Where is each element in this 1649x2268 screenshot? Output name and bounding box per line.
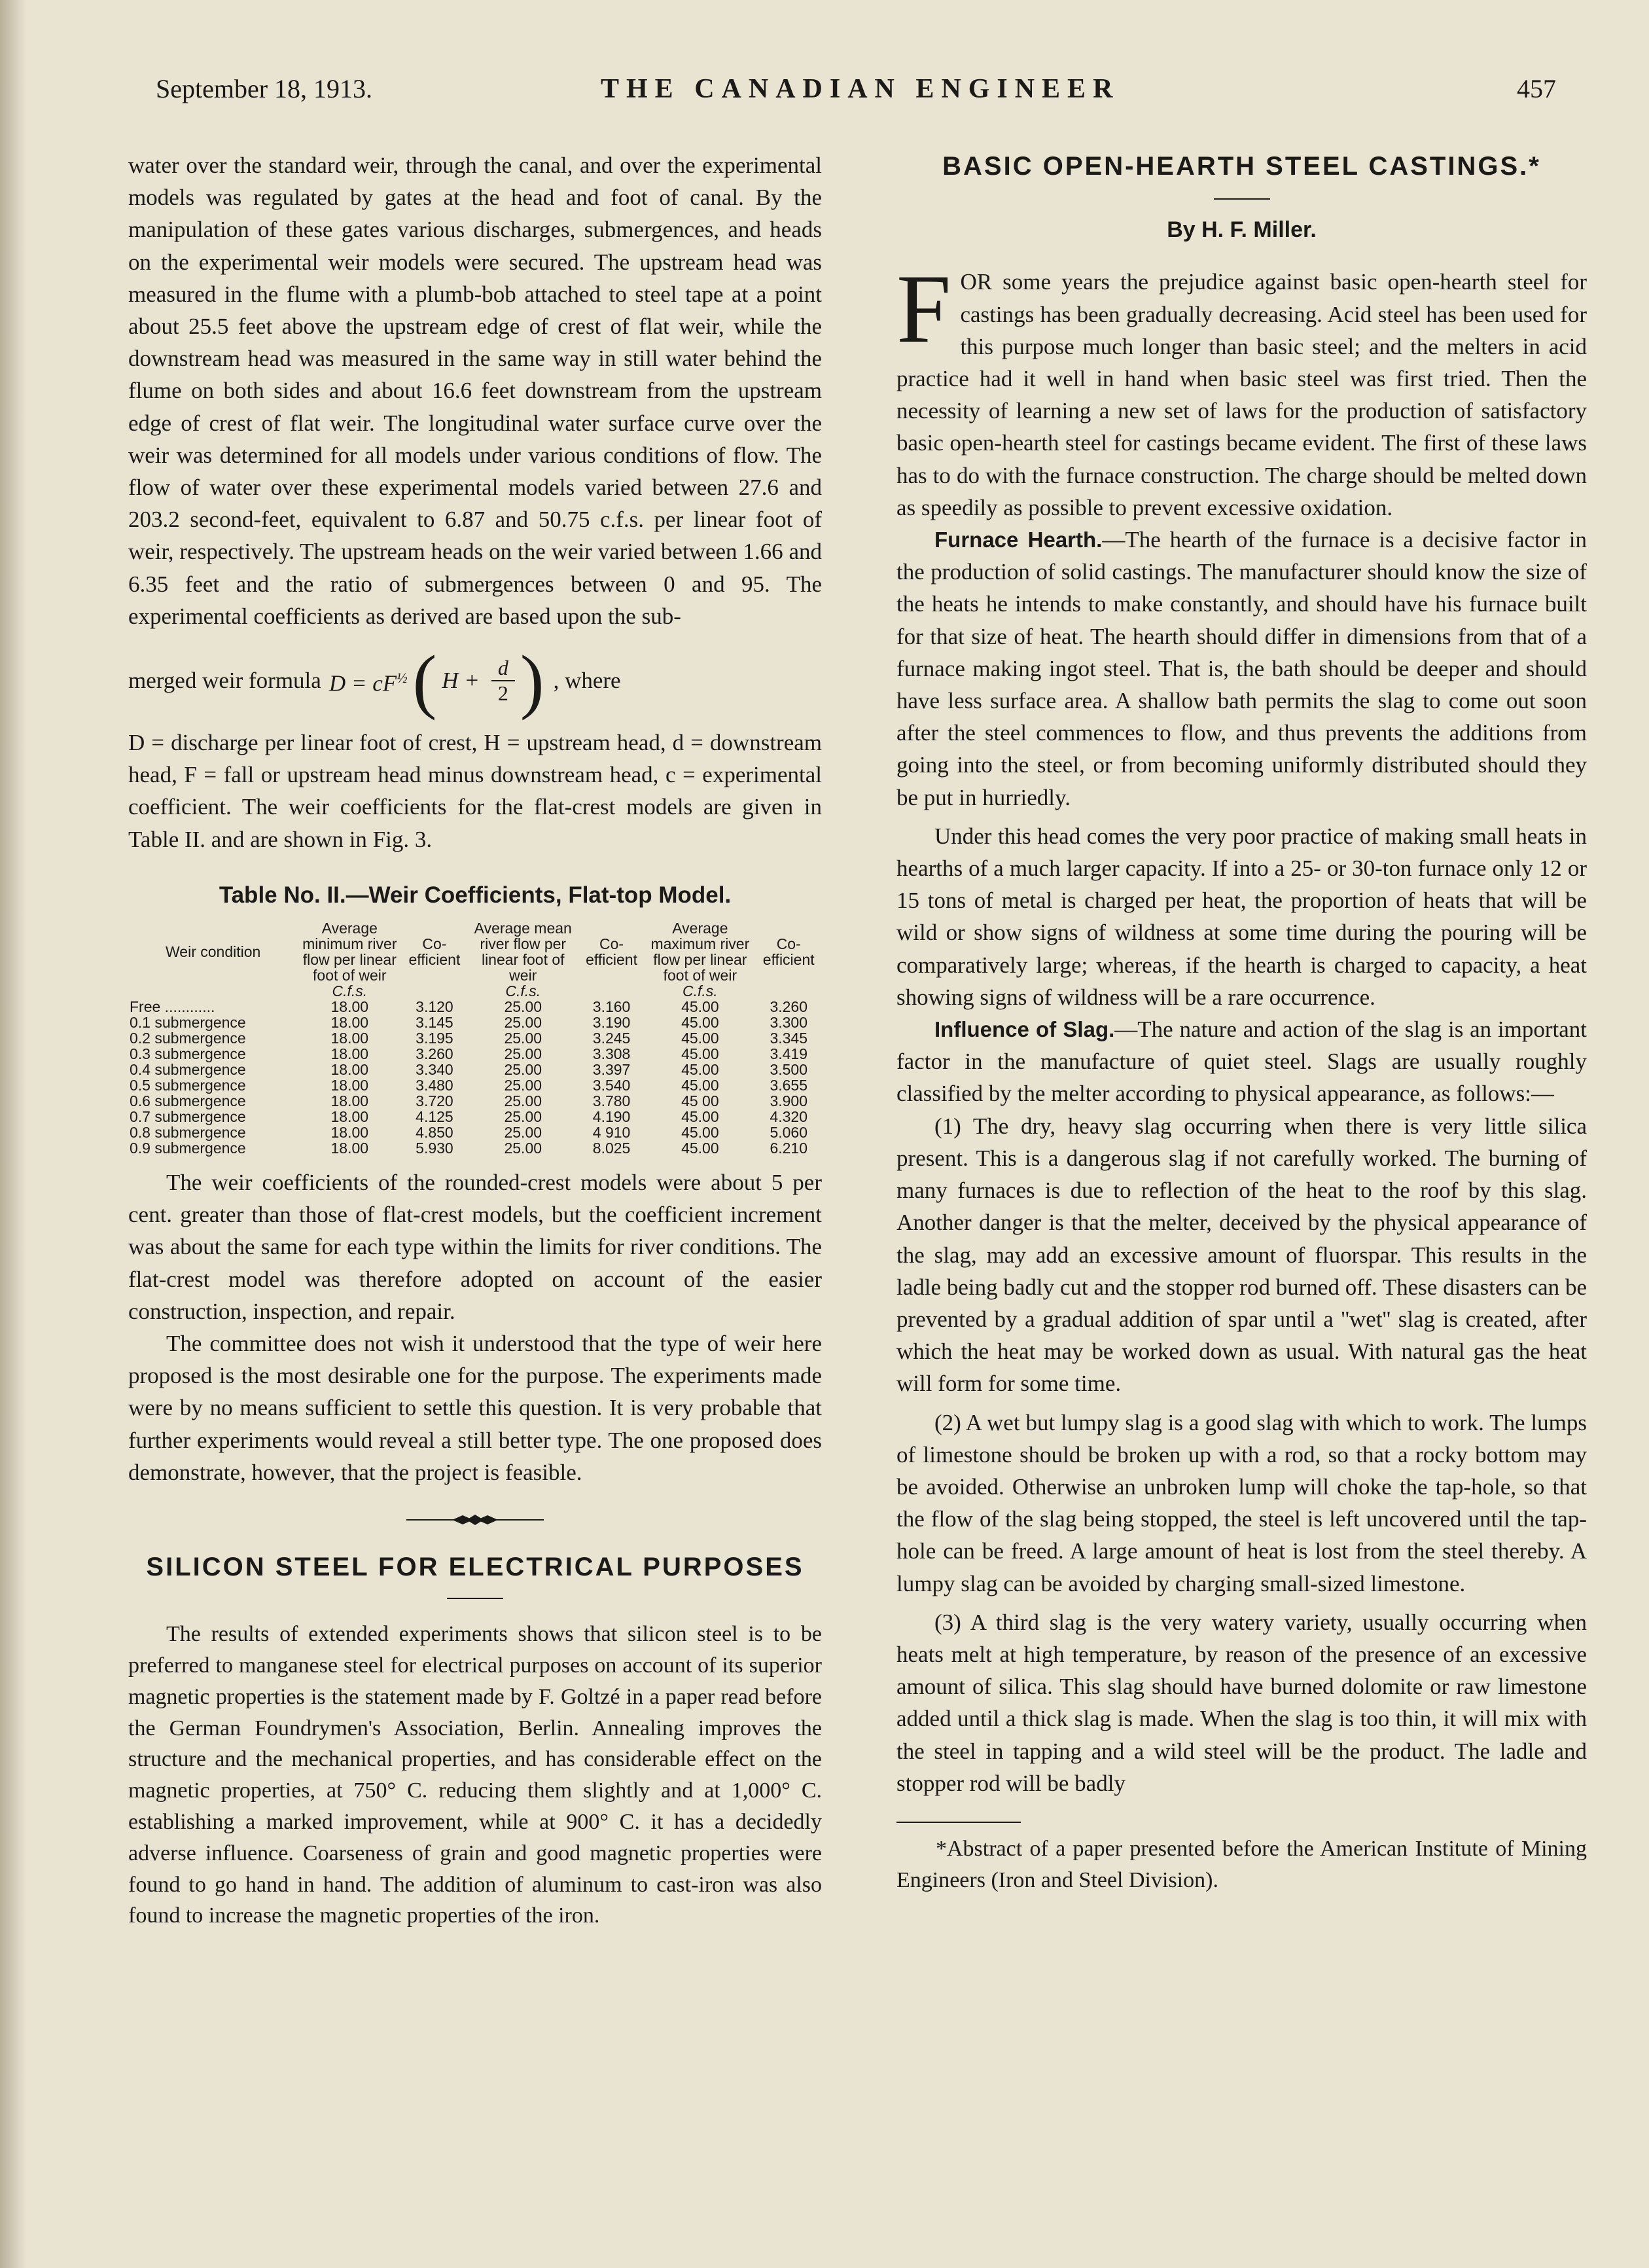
table-header-row: [128, 920, 822, 983]
table-header-cell: Average maximum river flow per linear foot of weir: [650, 920, 750, 984]
table-cell: 18.00: [330, 1061, 369, 1079]
table-cell: 3.260: [770, 998, 807, 1016]
weir-intro-paragraph: water over the standard weir, through the canal, and over the experimental models was regulated by gates at the head and foot of canal. By the manipulation of these gates various discharges, submergences, and heads on the experimental weir models were secured. The upstream head was measured in the flume with a plumb-bob attached to steel tape at a point about 25.5 feet above the upstream edge of crest of flat weir, while the downstream head was measured in the same way in still water behind the flume on both sides and about 16.6 feet downstream from the upstream edge of crest of flat weir. The longitudinal water surface curve over the weir was determined for all models under various conditions of flow. The flow of water over these experimental models varied between 27.6 and 203.2 second-feet, equivalent to 6.87 and 50.75 c.f.s. per linear foot of weir, respectively. The upstream heads on the weir varied between 1.66 and 6.35 feet and the ratio of submergences between 0 and 95. The experimental coefficients as derived are based upon the sub-: [128, 153, 822, 629]
table-cell: 4 910: [592, 1124, 631, 1142]
footnote-rule: [896, 1822, 1021, 1823]
steel-intro-paragraph: [896, 255, 1587, 524]
steel-title-rule: [1214, 198, 1270, 200]
table-cell: 45.00: [681, 1077, 719, 1094]
table-cell: 18.00: [330, 1092, 369, 1110]
table-row: [128, 1046, 822, 1062]
table-units-row: [128, 983, 822, 999]
table-cell: 45.00: [681, 1061, 719, 1079]
furnace-hearth-text: —The hearth of the furnace is a decisive factor in the production of solid castings. The manufacturer should know the size of the heats he intends to make constantly, and should have his furnace built for that size of heat. The hearth should differ in dimensions from that of a furnace making ingot steel. That is, the bath should be deeper and should have less surface area. A shallow bath permits the slag to come out soon after the steel commences to flow, and thus prevents the additions from going into the steel, or from becoming uniformly distributed should they be put in hurriedly.: [896, 527, 1587, 810]
table-cell: C.f.s.: [683, 982, 718, 1000]
table-cell: 3.308: [592, 1045, 631, 1063]
table-row: [128, 1077, 822, 1093]
table-header-cell: Weir condition: [166, 943, 261, 961]
table-cell: 3.500: [770, 1061, 807, 1079]
table-cell: 0.2 submergence: [130, 1030, 246, 1047]
silicon-section-title: SILICON STEEL FOR ELECTRICAL PURPOSES: [146, 1553, 804, 1582]
table-cell: [401, 983, 467, 999]
section-ornament: [128, 1513, 822, 1526]
table-cell: 18.00: [330, 1077, 369, 1094]
table-cell: 25.00: [504, 1045, 542, 1063]
table-cell: 25.00: [504, 1077, 542, 1094]
table-cell: 45.00: [681, 1045, 719, 1063]
table-cell: 3.145: [416, 1014, 453, 1032]
table-cell: 3.655: [770, 1077, 807, 1094]
table-cell: 3.160: [592, 998, 631, 1016]
table-cell: 45 00: [681, 1092, 719, 1110]
table-cell: 6.210: [770, 1140, 807, 1157]
table-cell: 3.260: [416, 1045, 453, 1063]
table-cell: 3.245: [592, 1030, 631, 1047]
table-header-cell: Co-efficient: [586, 935, 637, 969]
table-cell: 0.9 submergence: [130, 1140, 246, 1157]
steel-castings-title: BASIC OPEN-HEARTH STEEL CASTINGS.*: [942, 152, 1541, 181]
furnace-hearth-heading: Furnace Hearth.: [934, 528, 1103, 552]
left-column: [128, 149, 822, 1932]
table-cell: 18.00: [330, 1108, 369, 1126]
formula-bracket-content: [442, 656, 515, 706]
table-cell: 5.060: [770, 1124, 807, 1142]
table-cell: 25.00: [504, 998, 542, 1016]
table-row: [128, 1030, 822, 1046]
silicon-section-body: The results of extended experiments shows that silicon steel is to be preferred to manganese steel for electrical purposes on account of its superior magnetic properties is the statement made by F. Goltzé in a paper read before the German Foundrymen's Association, Berlin. Annealing improves the structure and the mechanical properties, and has considerable effect on the magnetic properties, at 750° C. reducing them slightly and at 1,000° C. establishing a marked improvement, while at 900° C. it has a decidedly adverse influence. Coarseness of grain and good magnetic properties were found to go hand in hand. The addition of aluminum to cast-iron was also found to increase the magnetic properties of the iron.: [128, 1622, 822, 1928]
drop-cap: F: [896, 255, 951, 364]
table-cell: 0.7 submergence: [130, 1108, 246, 1126]
table-cell: 3.340: [416, 1061, 453, 1079]
silicon-title-rule: [447, 1598, 503, 1599]
table-cell: 4.850: [416, 1124, 453, 1142]
formula-fraction: [491, 656, 515, 706]
table-cell: 18.00: [330, 1030, 369, 1047]
table-cell: 25.00: [504, 1140, 542, 1157]
table-row: [128, 1140, 822, 1156]
weir-formula: [128, 635, 822, 727]
weir-coefficients-table: [128, 920, 822, 1156]
slag-item-2: (2) A wet but lumpy slag is a good slag with which to work. The lumps of limestone should be broken up with a rod, so that a rocky bottom may be avoided. Otherwise an unbroken lump will choke the tap-hole, so that the flow of the slag being stopped, the steel is left uncovered until the tap-hole can be freed. A large amount of heat is lost from the steel thereby. A lumpy slag can be avoided by charging small-sized limestone.: [896, 1409, 1587, 1596]
table-cell: 25.00: [504, 1061, 542, 1079]
formula-lhs: $D = cF^{\frac{1}{2}}$: [328, 670, 408, 696]
slag-item-3: (3) A third slag is the very watery variety, usually occurring when heats melt at high temperature, by reason of the presence of an excessive amount of silica. This slag should have burned dolomite or raw limestone added until a thick slag is made. When the slag is too thin, it will mix with the steel in tapping and a wild steel will be the product. The ladle and stopper rod will be badly: [896, 1609, 1587, 1796]
table-cell: C.f.s.: [505, 982, 541, 1000]
table-cell: 25.00: [504, 1108, 542, 1126]
table-cell: [128, 983, 298, 999]
formula-exponent: ½: [397, 670, 408, 687]
slag-text: —The nature and action of the slag is an important factor in the manufacture of quiet steel. Slags are usually roughly classified by the melter according to physical appearance, as follows:—: [896, 1017, 1587, 1107]
table-cell: 45.00: [681, 1108, 719, 1126]
table-cell: 3.300: [770, 1014, 807, 1032]
formula-close-paren: ): [520, 641, 544, 721]
table-cell: 3.419: [770, 1045, 807, 1063]
table-header-cell: Co-efficient: [408, 935, 461, 969]
table-cell: 4.320: [770, 1108, 807, 1126]
definitions-paragraph: D = discharge per linear foot of crest, H = upstream head, d = downstream head, F = fall or upstream head minus downstream head, c = experimental coefficient. The weir coefficients for the flat-crest models are given in Table II. and are shown in Fig. 3.: [128, 730, 822, 852]
table-cell: 0.8 submergence: [130, 1124, 246, 1142]
table-cell: 45.00: [681, 998, 719, 1016]
formula-inner: H +: [442, 668, 480, 694]
table-cell: C.f.s.: [332, 982, 368, 1000]
poor-practice-paragraph: Under this head comes the very poor practice of making small heats in hearths of a much larger capacity. If into a 25- or 30-ton furnace only 12 or 15 tons of metal is charged per heat, the proportion of heats that will be wild or show signs of wildness at some time during the pouring will be comparatively large; whereas, if the hearth is charged to capacity, a heat showing signs of wildness will be a rare occurrence.: [896, 823, 1587, 1010]
slag-heading: Influence of Slag.: [934, 1017, 1115, 1042]
slag-paragraph: [896, 1013, 1587, 1110]
formula-lead: merged weir formula: [128, 668, 321, 694]
table-cell: 18.00: [330, 1140, 369, 1157]
table-cell: 0.3 submergence: [130, 1045, 246, 1063]
table-cell: 3.345: [770, 1030, 807, 1047]
page-gutter-shadow: [0, 0, 26, 2268]
author-byline: By H. F. Miller.: [1167, 217, 1317, 243]
table-row: [128, 1093, 822, 1109]
table-row: [128, 1062, 822, 1077]
table-cell: Free ............: [130, 998, 215, 1016]
table-header-cell: Average minimum river flow per linear foot of weir: [302, 920, 397, 984]
table-title: Table No. II.—Weir Coefficients, Flat-top Model.: [219, 882, 732, 908]
table-cell: 45.00: [681, 1124, 719, 1142]
table-cell: 5.930: [416, 1140, 453, 1157]
table-row: [128, 1125, 822, 1140]
table-cell: 25.00: [504, 1030, 542, 1047]
table-row: [128, 1109, 822, 1125]
table-cell: [755, 983, 822, 999]
table-cell: 18.00: [330, 1045, 369, 1063]
right-column: [896, 149, 1587, 1896]
table-cell: 18.00: [330, 1124, 369, 1142]
table-cell: 3.120: [416, 998, 453, 1016]
table-cell: 3.540: [592, 1077, 631, 1094]
table-cell: 3.397: [592, 1061, 631, 1079]
committee-paragraph: The committee does not wish it understood that the type of weir here proposed is the most desirable one for the purpose. The experiments made were by no means sufficient to settle this question. It is very probable that further experiments would reveal a still better type. The one proposed does demonstrate, however, that the project is feasible.: [128, 1331, 822, 1485]
ornament-icon: [406, 1513, 544, 1526]
table-cell: 45.00: [681, 1140, 719, 1157]
header-page-number: 457: [1517, 74, 1556, 103]
table-cell: 0.6 submergence: [130, 1092, 246, 1110]
running-header: [156, 73, 1556, 113]
table-cell: 3.190: [592, 1014, 631, 1032]
formula-tail: , where: [553, 668, 621, 694]
table-cell: 0.5 submergence: [130, 1077, 246, 1094]
table-cell: 25.00: [504, 1014, 542, 1032]
formula-numerator: d: [497, 656, 508, 680]
table-row: [128, 1015, 822, 1030]
table-header-cell: Average mean river flow per linear foot of weir: [474, 920, 572, 984]
table-cell: 45.00: [681, 1030, 719, 1047]
table-header-cell: Co-efficient: [762, 935, 815, 969]
table-cell: 25.00: [504, 1092, 542, 1110]
table-cell: 25.00: [504, 1124, 542, 1142]
header-journal-title: THE CANADIAN ENGINEER: [601, 74, 1120, 104]
table-body: [128, 983, 822, 1156]
table-cell: 0.1 submergence: [130, 1014, 246, 1032]
footnote: *Abstract of a paper presented before the American Institute of Mining Engineers (Iron and Steel Division).: [896, 1836, 1587, 1892]
furnace-hearth-paragraph: [896, 524, 1587, 814]
table-cell: 3.480: [416, 1077, 453, 1094]
table-cell: 4.190: [592, 1108, 631, 1126]
steel-intro-text: OR some years the prejudice against basic open-hearth steel for castings has been gradually decreasing. Acid steel has been used for this purpose much longer than basic steel; and the melters in acid practice had it well in hand when basic steel was first tried. Then the necessity of learning a new set of laws for the production of satisfactory basic open-hearth steel for castings became evident. The first of these laws has to do with the furnace construction. The charge should be melted down as speedily as possible to prevent excessive oxidation.: [896, 269, 1587, 520]
table-cell: 3.780: [592, 1092, 631, 1110]
header-date: September 18, 1913.: [156, 74, 373, 103]
slag-item-1: (1) The dry, heavy slag occurring when there is very little silica present. This is a dangerous slag if not carefully worked. The burning of many furnaces is due to reflection of the heat to the roof by this slag. Another danger is that the melter, deceived by the physical appearance of the slag, may add an excessive amount of fluorspar. This results in the ladle being badly cut and the stopper rod burned off. These disasters can be prevented by a gradual addition of spar until a ''wet'' slag is created, after which the heat may be worked down as usual. With natural gas the heat will form for some time.: [896, 1113, 1587, 1397]
table-cell: 18.00: [330, 998, 369, 1016]
table-cell: [578, 983, 645, 999]
table-cell: 3.900: [770, 1092, 807, 1110]
table-cell: 4.125: [416, 1108, 453, 1126]
table-cell: 3.195: [416, 1030, 453, 1047]
table-cell: 8.025: [592, 1140, 631, 1157]
table-cell: 45.00: [681, 1014, 719, 1032]
formula-open-paren: (: [412, 641, 437, 721]
formula-denominator: 2: [491, 680, 515, 706]
rounded-crest-paragraph: The weir coefficients of the rounded-crest models were about 5 per cent. greater than those of flat-crest models, but the coefficient increment was about the same for each type within the limits for river conditions. The flat-crest model was therefore adopted on account of the easier construction, inspection, and repair.: [128, 1170, 822, 1324]
table-row: [128, 999, 822, 1015]
table-cell: 3.720: [416, 1092, 453, 1110]
table-cell: 18.00: [330, 1014, 369, 1032]
table-cell: 0.4 submergence: [130, 1061, 246, 1079]
